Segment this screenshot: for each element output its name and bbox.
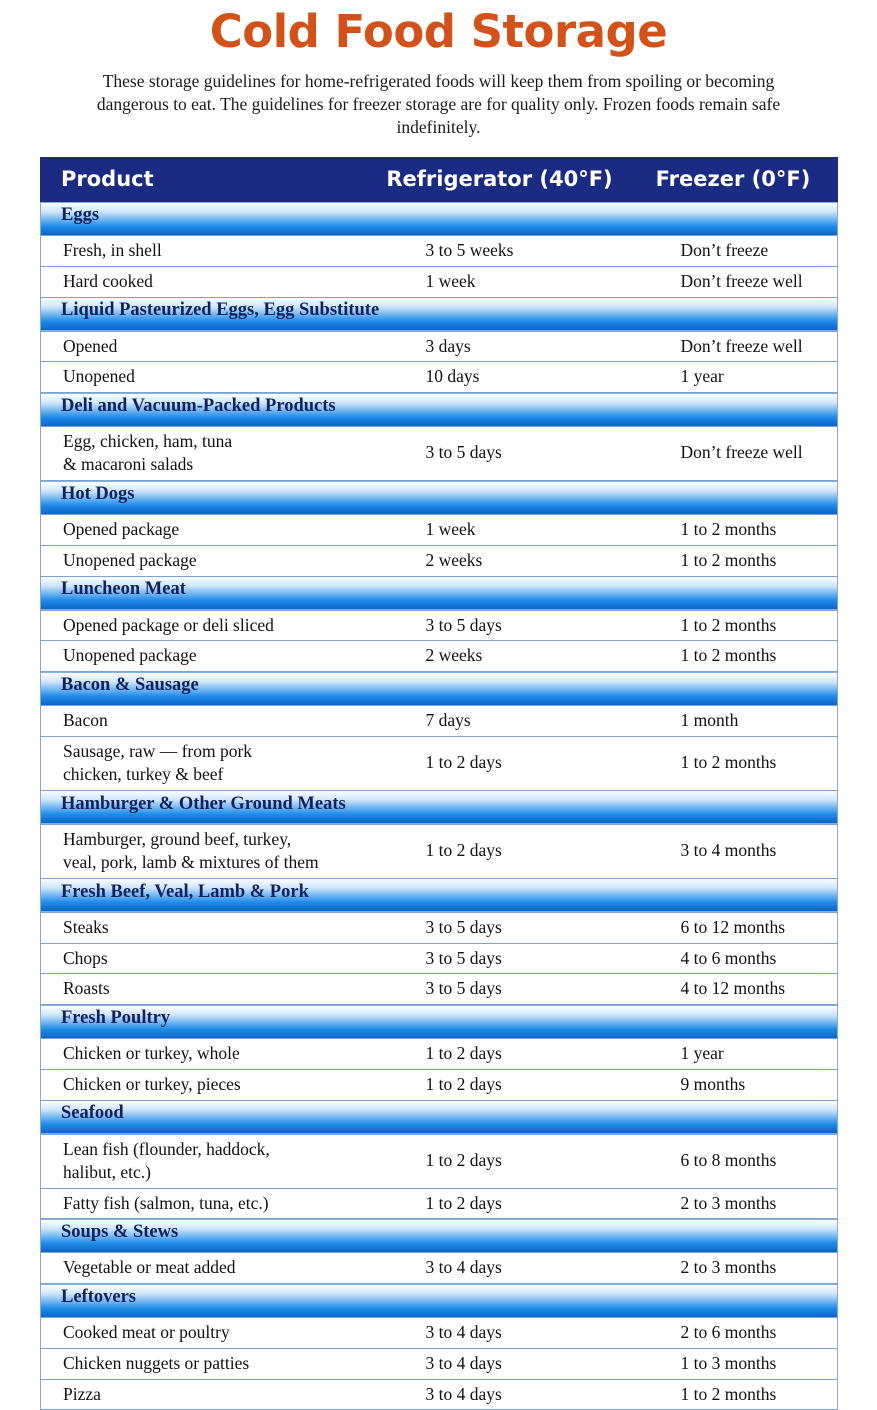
cell-freezer: 2 to 3 months [629,1188,838,1219]
table-row [41,266,838,297]
section-title: Hot Dogs [41,481,838,515]
cell-product: Lean fish (flounder, haddock, halibut, etc.) [41,1134,371,1188]
table-header [41,158,838,202]
table-section-header [41,1100,838,1134]
cell-product: Bacon [41,706,371,737]
cell-refrigerator: 3 to 5 days [371,912,629,943]
cell-product: Pizza [41,1379,371,1410]
cell-refrigerator: 1 week [371,515,629,546]
cell-freezer: Don’t freeze well [629,427,838,481]
cell-freezer: Don’t freeze well [629,331,838,362]
table-row [41,1039,838,1070]
column-header-product: Product [41,158,371,202]
cell-product: Chicken or turkey, whole [41,1039,371,1070]
table-row [41,236,838,267]
table-section-header [41,790,838,824]
cell-product: Hard cooked [41,266,371,297]
cell-product: Fresh, in shell [41,236,371,267]
table-row [41,974,838,1005]
cell-product: Chicken or turkey, pieces [41,1069,371,1100]
cell-freezer: 1 to 2 months [629,1379,838,1410]
table-row [41,824,838,878]
cell-refrigerator: 3 to 5 days [371,610,629,641]
cell-freezer: 1 to 3 months [629,1348,838,1379]
table-row [41,1318,838,1349]
cell-refrigerator: 3 to 5 weeks [371,236,629,267]
cell-freezer: 1 to 2 months [629,515,838,546]
cell-freezer: 4 to 12 months [629,974,838,1005]
section-title: Deli and Vacuum-Packed Products [41,393,838,427]
cold-food-storage-table [40,157,838,1410]
cell-refrigerator: 3 days [371,331,629,362]
cell-product: Egg, chicken, ham, tuna & macaroni salads [41,427,371,481]
cell-product: Roasts [41,974,371,1005]
cell-freezer: 1 to 2 months [629,736,838,790]
cell-refrigerator: 1 to 2 days [371,1134,629,1188]
cell-product: Unopened package [41,641,371,672]
cell-freezer: Don’t freeze well [629,266,838,297]
cell-product: Fatty fish (salmon, tuna, etc.) [41,1188,371,1219]
cell-product: Opened package or deli sliced [41,610,371,641]
cell-refrigerator: 1 to 2 days [371,736,629,790]
cell-refrigerator: 1 week [371,266,629,297]
cell-product: Steaks [41,912,371,943]
table-section-header [41,1005,838,1039]
table-row [41,1379,838,1410]
table-row [41,427,838,481]
cell-freezer: 6 to 8 months [629,1134,838,1188]
section-title: Liquid Pasteurized Eggs, Egg Substitute [41,297,838,331]
cell-product: Chops [41,943,371,974]
cell-freezer: 9 months [629,1069,838,1100]
cell-refrigerator: 1 to 2 days [371,1039,629,1070]
section-title: Fresh Poultry [41,1005,838,1039]
section-title: Soups & Stews [41,1219,838,1253]
table-section-header [41,672,838,706]
section-title: Hamburger & Other Ground Meats [41,790,838,824]
table-row [41,331,838,362]
table-row [41,641,838,672]
section-title: Seafood [41,1100,838,1134]
cell-product: Hamburger, ground beef, turkey, veal, pork, lamb & mixtures of them [41,824,371,878]
table-row [41,912,838,943]
cell-refrigerator: 3 to 4 days [371,1379,629,1410]
cell-freezer: 1 year [629,362,838,393]
section-title: Eggs [41,202,838,236]
cell-freezer: 1 to 2 months [629,641,838,672]
cell-freezer: 1 to 2 months [629,610,838,641]
cell-freezer: 1 year [629,1039,838,1070]
cell-freezer: 2 to 3 months [629,1253,838,1284]
section-title: Fresh Beef, Veal, Lamb & Pork [41,878,838,912]
cell-product: Opened package [41,515,371,546]
cell-refrigerator: 3 to 4 days [371,1348,629,1379]
section-title: Bacon & Sausage [41,672,838,706]
table-section-header [41,202,838,236]
table-section-header [41,481,838,515]
cell-product: Cooked meat or poultry [41,1318,371,1349]
cell-refrigerator: 3 to 5 days [371,974,629,1005]
cell-freezer: Don’t freeze [629,236,838,267]
intro-paragraph: These storage guidelines for home-refrigerated foods will keep them from spoiling or becoming dangerous to eat. The guidelines for freezer storage are for quality only. Frozen foods remain safe indefinitely. [96,70,781,137]
table-row [41,515,838,546]
table-row [41,1188,838,1219]
cell-freezer: 6 to 12 months [629,912,838,943]
table-row [41,1253,838,1284]
cell-freezer: 1 to 2 months [629,545,838,576]
table-section-header [41,1219,838,1253]
table-section-header [41,297,838,331]
section-title: Luncheon Meat [41,576,838,610]
cell-freezer: 4 to 6 months [629,943,838,974]
table-section-header [41,576,838,610]
cell-freezer: 2 to 6 months [629,1318,838,1349]
cell-refrigerator: 3 to 5 days [371,427,629,481]
table-row [41,706,838,737]
column-header-freezer: Freezer (0°F) [629,158,838,202]
cell-product: Sausage, raw — from pork chicken, turkey & beef [41,736,371,790]
page [0,5,877,1404]
table-row [41,610,838,641]
table-section-header [41,393,838,427]
cell-product: Opened [41,331,371,362]
cell-product: Unopened [41,362,371,393]
column-header-refrigerator: Refrigerator (40°F) [371,158,629,202]
table-row [41,736,838,790]
table-body [41,202,838,1410]
table-section-header [41,1284,838,1318]
cell-product: Chicken nuggets or patties [41,1348,371,1379]
table-row [41,1134,838,1188]
section-title: Leftovers [41,1284,838,1318]
cell-refrigerator: 2 weeks [371,641,629,672]
table-row [41,545,838,576]
page-title: Cold Food Storage [209,5,668,58]
cell-product: Unopened package [41,545,371,576]
cell-refrigerator: 10 days [371,362,629,393]
cell-refrigerator: 3 to 4 days [371,1253,629,1284]
cell-refrigerator: 3 to 5 days [371,943,629,974]
cell-freezer: 1 month [629,706,838,737]
table-row [41,1348,838,1379]
table-row [41,362,838,393]
cell-refrigerator: 1 to 2 days [371,1188,629,1219]
cell-refrigerator: 2 weeks [371,545,629,576]
cell-product: Vegetable or meat added [41,1253,371,1284]
cell-freezer: 3 to 4 months [629,824,838,878]
table-section-header [41,878,838,912]
cell-refrigerator: 3 to 4 days [371,1318,629,1349]
cell-refrigerator: 1 to 2 days [371,824,629,878]
table-row [41,1069,838,1100]
cell-refrigerator: 7 days [371,706,629,737]
cell-refrigerator: 1 to 2 days [371,1069,629,1100]
table-row [41,943,838,974]
